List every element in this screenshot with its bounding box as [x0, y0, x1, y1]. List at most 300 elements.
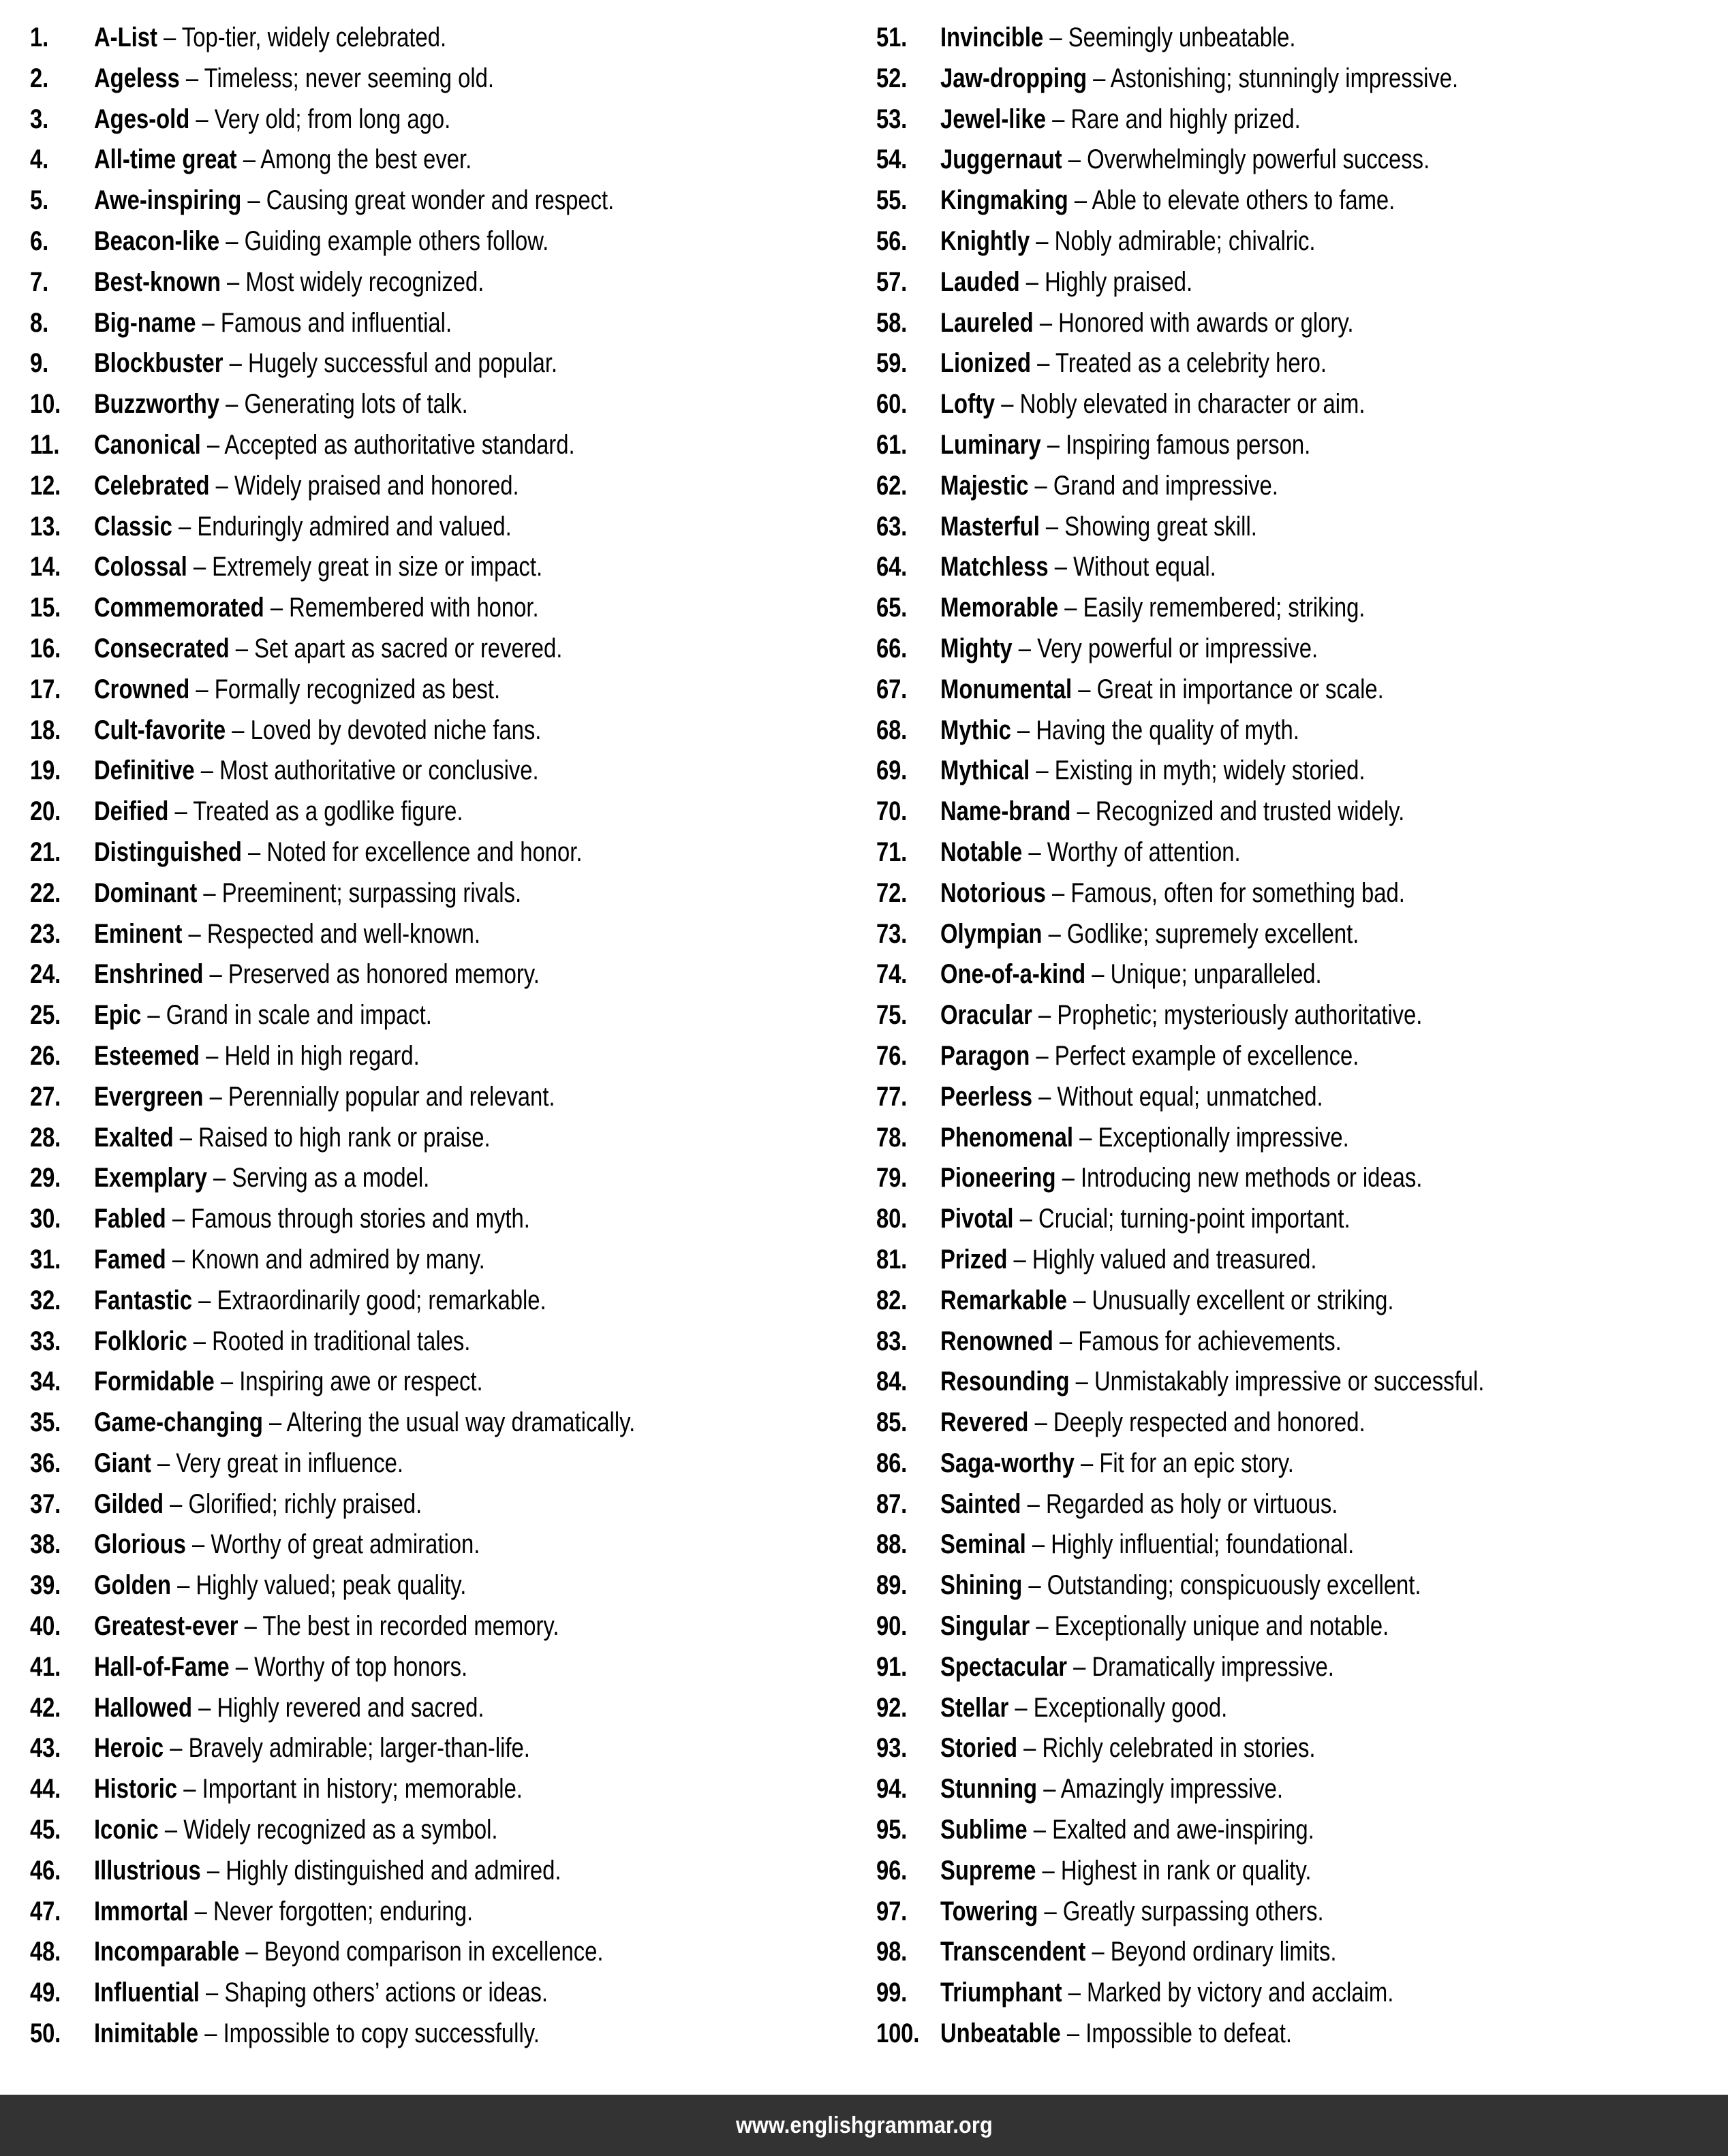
list-item-dash: –	[1008, 1692, 1034, 1723]
list-item-body	[940, 1525, 1354, 1565]
list-item-term: Resounding	[940, 1366, 1070, 1397]
list-item	[30, 425, 852, 466]
list-item-body	[940, 710, 1299, 751]
list-item	[30, 1036, 852, 1077]
list-column-right	[852, 18, 1728, 2055]
list-item	[876, 181, 1728, 221]
list-item	[876, 1851, 1728, 1892]
list-item-number: 76.	[876, 1040, 908, 1071]
list-item-definition: Astonishing; stunningly impressive.	[1110, 63, 1459, 93]
list-item-dash: –	[166, 1204, 191, 1234]
list-item-term: Saga-worthy	[940, 1448, 1075, 1478]
list-item	[30, 303, 852, 344]
list-item-dash: –	[206, 1163, 232, 1193]
list-item	[876, 1973, 1728, 2014]
list-item-term: Big-name	[94, 307, 196, 338]
list-item-dash: –	[189, 674, 215, 704]
list-item-dash: –	[1037, 1774, 1061, 1805]
list-item-definition: The best in recorded memory.	[262, 1611, 559, 1642]
list-item-dash: –	[1028, 470, 1053, 501]
list-item-number: 67.	[876, 674, 908, 704]
list-item	[876, 710, 1728, 751]
list-item-term: Commemorated	[94, 593, 264, 623]
list-item-body	[940, 303, 1353, 344]
list-item-term: Mythic	[940, 715, 1011, 745]
list-item-dash: –	[1085, 1937, 1111, 1967]
list-item-definition: Generating lots of talk.	[244, 389, 468, 420]
list-item-body	[94, 303, 452, 344]
list-item	[30, 1525, 852, 1565]
list-item-definition: Highly valued; peak quality.	[196, 1570, 467, 1601]
list-item-definition: Godlike; supremely excellent.	[1066, 918, 1359, 949]
list-item-number: 91.	[876, 1651, 908, 1682]
list-item-term: Illustrious	[94, 1855, 201, 1886]
list-item-definition: Noted for excellence and honor.	[266, 837, 583, 867]
list-item-definition: Highly influential; foundational.	[1051, 1529, 1355, 1560]
list-item-body	[940, 1810, 1314, 1851]
list-item-number: 46.	[30, 1855, 61, 1886]
list-item-dash: –	[203, 1081, 228, 1112]
list-item-definition: Raised to high rank or praise.	[198, 1122, 491, 1153]
list-item-body	[94, 1240, 485, 1281]
list-item-definition: Remembered with honor.	[289, 593, 539, 623]
list-item-term: Crowned	[94, 674, 190, 704]
list-item-definition: Very great in influence.	[176, 1448, 403, 1478]
list-item-term: Paragon	[940, 1040, 1030, 1071]
list-item-body	[940, 1158, 1422, 1199]
list-item-definition: Famous for achievements.	[1078, 1326, 1342, 1356]
list-item-number: 81.	[876, 1244, 908, 1275]
list-item-dash: –	[191, 1692, 217, 1723]
list-item-definition: Unusually excellent or striking.	[1092, 1285, 1394, 1315]
list-item-term: Classic	[94, 511, 172, 542]
list-item-number: 40.	[30, 1611, 61, 1642]
list-item-term: Inimitable	[94, 2018, 199, 2049]
list-item-body	[94, 343, 557, 384]
list-item-term: Jewel-like	[940, 104, 1046, 134]
list-item	[30, 1443, 852, 1484]
list-item-body	[94, 1892, 473, 1933]
list-item-definition: Never forgotten; enduring.	[213, 1896, 474, 1926]
list-item-body	[94, 18, 446, 59]
list-item	[876, 914, 1728, 955]
list-item-definition: Widely praised and honored.	[234, 470, 519, 501]
list-item-term: A-List	[94, 22, 157, 52]
list-item-body	[94, 1810, 497, 1851]
list-item-number: 33.	[30, 1326, 61, 1356]
list-item	[876, 99, 1728, 140]
list-item-dash: –	[1045, 877, 1071, 908]
list-item	[30, 1403, 852, 1443]
list-item-dash: –	[219, 225, 245, 256]
list-item-number: 34.	[30, 1366, 61, 1397]
list-item-term: Supreme	[940, 1855, 1036, 1886]
list-item-definition: Inspiring famous person.	[1066, 429, 1311, 460]
list-item	[30, 588, 852, 629]
list-item-number: 57.	[876, 266, 908, 297]
list-item-term: Peerless	[940, 1081, 1032, 1112]
list-item-number: 7.	[30, 266, 49, 297]
list-item-body	[94, 954, 540, 995]
list-item-body	[940, 18, 1295, 59]
list-item-number: 49.	[30, 1978, 61, 2008]
list-item-number: 64.	[876, 552, 908, 582]
list-item-definition: Highly praised.	[1045, 266, 1193, 297]
list-item	[30, 99, 852, 140]
list-item	[30, 954, 852, 995]
list-item	[876, 995, 1728, 1036]
list-item-body	[94, 914, 480, 955]
list-item-dash: –	[1032, 1081, 1058, 1112]
list-item-number: 71.	[876, 837, 908, 867]
list-item-body	[940, 1484, 1338, 1525]
list-item-term: Ageless	[94, 63, 180, 93]
list-item-dash: –	[200, 1855, 226, 1886]
list-item	[876, 1606, 1728, 1647]
list-item-dash: –	[1027, 1815, 1053, 1845]
list-item	[30, 670, 852, 710]
list-item-dash: –	[199, 1040, 225, 1071]
list-item-body	[94, 2014, 540, 2055]
list-item-number: 3.	[30, 104, 49, 134]
list-item-body	[940, 343, 1327, 384]
list-item-number: 12.	[30, 470, 61, 501]
list-item	[30, 832, 852, 873]
list-item-number: 97.	[876, 1896, 908, 1926]
list-item-number: 9.	[30, 348, 49, 379]
list-item	[30, 1322, 852, 1362]
list-item-dash: –	[166, 1244, 191, 1275]
list-item	[876, 547, 1728, 588]
list-item-number: 36.	[30, 1448, 61, 1478]
list-item-term: Kingmaking	[940, 185, 1068, 216]
list-item-definition: Famous and influential.	[220, 307, 452, 338]
list-item	[876, 629, 1728, 670]
list-item-dash: –	[170, 1570, 196, 1601]
list-item-number: 18.	[30, 715, 61, 745]
list-item-term: Storied	[940, 1733, 1017, 1764]
list-item	[876, 59, 1728, 99]
list-item-dash: –	[1013, 1204, 1039, 1234]
list-item-term: Knightly	[940, 225, 1030, 256]
list-item-term: Dominant	[94, 877, 198, 908]
list-item	[876, 1565, 1728, 1606]
list-item	[876, 262, 1728, 303]
list-item-number: 68.	[876, 715, 908, 745]
list-item-dash: –	[229, 633, 255, 663]
list-item-number: 92.	[876, 1692, 908, 1723]
list-item-body	[940, 873, 1405, 914]
list-item-dash: –	[173, 1122, 199, 1153]
list-item-body	[940, 1077, 1323, 1118]
list-item	[30, 1688, 852, 1729]
list-item-definition: Formally recognized as best.	[214, 674, 501, 704]
list-item-number: 47.	[30, 1896, 61, 1926]
list-item	[876, 140, 1728, 181]
list-item-body	[940, 792, 1404, 832]
list-item-dash: –	[1030, 1611, 1055, 1642]
list-item-body	[940, 1606, 1389, 1647]
list-item-definition: Exceptionally impressive.	[1098, 1122, 1349, 1153]
list-item-number: 17.	[30, 674, 61, 704]
list-item	[30, 2014, 852, 2055]
list-item-body	[94, 873, 521, 914]
list-item-dash: –	[1072, 674, 1097, 704]
list-item-term: Renowned	[940, 1326, 1053, 1356]
list-item	[30, 1606, 852, 1647]
list-item-definition: Highly valued and treasured.	[1032, 1244, 1317, 1275]
list-item	[30, 343, 852, 384]
list-item-term: Golden	[94, 1570, 171, 1601]
list-item-definition: Perfect example of excellence.	[1054, 1040, 1359, 1071]
list-item-dash: –	[1010, 715, 1036, 745]
list-item-body	[94, 792, 463, 832]
list-item-term: One-of-a-kind	[940, 959, 1086, 990]
list-item-dash: –	[220, 266, 246, 297]
list-item-definition: Fit for an epic story.	[1099, 1448, 1294, 1478]
list-item-number: 37.	[30, 1488, 61, 1519]
list-item-term: Canonical	[94, 429, 201, 460]
list-item-definition: Held in high regard.	[224, 1040, 420, 1071]
list-item-dash: –	[264, 593, 290, 623]
list-item-body	[94, 181, 614, 221]
list-item-definition: Worthy of attention.	[1047, 837, 1241, 867]
list-item	[30, 262, 852, 303]
list-item-term: Remarkable	[940, 1285, 1067, 1315]
list-item-dash: –	[1017, 1733, 1043, 1764]
list-item-body	[94, 1932, 603, 1973]
list-item	[30, 751, 852, 792]
list-item-dash: –	[1031, 348, 1055, 379]
list-item-number: 50.	[30, 2018, 61, 2049]
list-item-body	[94, 1484, 422, 1525]
list-item-dash: –	[226, 715, 251, 745]
list-item-dash: –	[1066, 1285, 1092, 1315]
list-item-definition: Most widely recognized.	[245, 266, 484, 297]
list-item	[30, 792, 852, 832]
list-item-body	[940, 507, 1257, 548]
list-item-number: 2.	[30, 63, 49, 93]
list-item-number: 30.	[30, 1204, 61, 1234]
list-item	[876, 2014, 1728, 2055]
list-item-term: Influential	[94, 1978, 200, 2008]
list-item	[30, 1362, 852, 1403]
list-item-definition: Nobly admirable; chivalric.	[1054, 225, 1316, 256]
list-item-definition: Very powerful or impressive.	[1037, 633, 1318, 663]
list-item-definition: Impossible to defeat.	[1085, 2018, 1292, 2049]
list-item-dash: –	[185, 1529, 211, 1560]
list-item-number: 60.	[876, 389, 908, 420]
list-item-term: Prized	[940, 1244, 1008, 1275]
list-item-definition: Prophetic; mysteriously authoritative.	[1057, 1000, 1423, 1031]
list-item-number: 84.	[876, 1366, 908, 1397]
list-item-number: 74.	[876, 959, 908, 990]
list-item-term: Notorious	[940, 877, 1046, 908]
list-item-body	[94, 1728, 530, 1769]
list-item-body	[94, 670, 500, 710]
list-item-number: 98.	[876, 1937, 908, 1967]
list-item-dash: –	[1030, 755, 1055, 786]
list-item	[876, 1158, 1728, 1199]
list-item-number: 22.	[30, 877, 61, 908]
list-item-body	[94, 59, 494, 99]
list-item-definition: Treated as a godlike figure.	[193, 796, 463, 827]
list-item-dash: –	[1043, 22, 1068, 52]
list-item-term: Exalted	[94, 1122, 174, 1153]
list-item-number: 72.	[876, 877, 908, 908]
list-item	[876, 343, 1728, 384]
list-item-body	[940, 59, 1458, 99]
list-item-number: 56.	[876, 225, 908, 256]
list-item-definition: Among the best ever.	[260, 144, 472, 175]
list-item-number: 15.	[30, 593, 61, 623]
list-item-body	[94, 995, 432, 1036]
list-item-dash: –	[182, 918, 207, 949]
list-item-dash: –	[1069, 1366, 1094, 1397]
list-item-term: Cult-favorite	[94, 715, 226, 745]
list-item-number: 16.	[30, 633, 61, 663]
list-item-number: 80.	[876, 1204, 908, 1234]
list-item-definition: Widely recognized as a symbol.	[183, 1815, 498, 1845]
list-item-dash: –	[187, 552, 213, 582]
list-item-definition: Highest in rank or quality.	[1060, 1855, 1312, 1886]
list-item	[876, 1443, 1728, 1484]
list-item-dash: –	[164, 1488, 189, 1519]
list-item-number: 62.	[876, 470, 908, 501]
list-item	[876, 1892, 1728, 1933]
list-item	[876, 1199, 1728, 1240]
list-item-body	[94, 1036, 420, 1077]
list-item-body	[94, 1769, 523, 1810]
list-item	[876, 1484, 1728, 1525]
list-item	[876, 466, 1728, 507]
list-item	[30, 1647, 852, 1688]
list-item-definition: Showing great skill.	[1064, 511, 1257, 542]
list-item-body	[940, 629, 1318, 670]
list-item	[30, 1892, 852, 1933]
list-item-dash: –	[191, 1285, 217, 1315]
list-item-number: 13.	[30, 511, 61, 542]
list-item-number: 42.	[30, 1692, 61, 1723]
list-item-number: 25.	[30, 1000, 61, 1031]
list-item-term: Luminary	[940, 429, 1041, 460]
list-item-number: 23.	[30, 918, 61, 949]
list-item	[876, 1688, 1728, 1729]
list-item	[876, 792, 1728, 832]
list-item-dash: –	[1039, 511, 1065, 542]
list-item-definition: Hugely successful and popular.	[248, 348, 558, 379]
list-item-dash: –	[1030, 225, 1055, 256]
list-item-number: 44.	[30, 1774, 61, 1805]
list-item-body	[940, 1322, 1342, 1362]
list-item-body	[940, 1932, 1337, 1973]
list-item-number: 65.	[876, 593, 908, 623]
list-item-dash: –	[151, 1448, 176, 1478]
list-item-body	[94, 425, 575, 466]
list-item	[30, 384, 852, 425]
list-item-body	[940, 140, 1430, 181]
list-item-body	[940, 1281, 1393, 1322]
list-item-term: Best-known	[94, 266, 221, 297]
list-item	[876, 1403, 1728, 1443]
list-item-number: 43.	[30, 1733, 61, 1764]
list-item-dash: –	[262, 1407, 287, 1438]
list-item-term: Revered	[940, 1407, 1029, 1438]
list-item-definition: Famous through stories and myth.	[191, 1204, 530, 1234]
list-item-definition: Highly revered and sacred.	[217, 1692, 484, 1723]
list-item-body	[940, 1728, 1316, 1769]
list-item-number: 77.	[876, 1081, 908, 1112]
list-item	[30, 1851, 852, 1892]
list-item-number: 38.	[30, 1529, 61, 1560]
list-item	[30, 1077, 852, 1118]
list-item-body	[94, 384, 468, 425]
list-item-number: 59.	[876, 348, 908, 379]
list-item-definition: Extremely great in size or impact.	[212, 552, 543, 582]
list-item	[876, 221, 1728, 262]
list-item-body	[940, 914, 1359, 955]
list-item-term: Pioneering	[940, 1163, 1056, 1193]
list-item-definition: Deeply respected and honored.	[1053, 1407, 1366, 1438]
list-item-term: Triumphant	[940, 1978, 1062, 2008]
list-item-definition: Greatly surpassing others.	[1062, 1896, 1324, 1926]
list-item-term: Notable	[940, 837, 1023, 867]
list-item-term: Enshrined	[94, 959, 204, 990]
list-item-number: 75.	[876, 1000, 908, 1031]
list-item	[30, 181, 852, 221]
list-item-number: 11.	[30, 429, 60, 460]
list-item-number: 8.	[30, 307, 49, 338]
list-item-definition: Respected and well-known.	[206, 918, 480, 949]
list-item-term: Transcendent	[940, 1937, 1086, 1967]
list-item-term: Shining	[940, 1570, 1023, 1601]
list-item	[876, 507, 1728, 548]
list-item-term: Game-changing	[94, 1407, 263, 1438]
list-item-number: 21.	[30, 837, 61, 867]
list-item-dash: –	[194, 755, 220, 786]
list-item-body	[940, 1443, 1294, 1484]
list-item-definition: Treated as a celebrity hero.	[1055, 348, 1327, 379]
list-item-dash: –	[1028, 1407, 1053, 1438]
list-item	[876, 1728, 1728, 1769]
list-item-term: Beacon-like	[94, 225, 220, 256]
list-item	[30, 1565, 852, 1606]
list-item-number: 85.	[876, 1407, 908, 1438]
list-item	[30, 873, 852, 914]
list-item-term: Definitive	[94, 755, 195, 786]
list-item	[876, 384, 1728, 425]
list-item-body	[94, 629, 562, 670]
list-item-number: 89.	[876, 1570, 908, 1601]
list-item-number: 6.	[30, 225, 49, 256]
list-item-number: 48.	[30, 1937, 61, 1967]
list-item-term: Giant	[94, 1448, 151, 1478]
list-item-definition: Easily remembered; striking.	[1083, 593, 1366, 623]
list-item-number: 58.	[876, 307, 908, 338]
list-item-number: 70.	[876, 796, 908, 827]
list-item-definition: Guiding example others follow.	[244, 225, 549, 256]
list-item-definition: Known and admired by many.	[191, 1244, 485, 1275]
list-item-definition: Having the quality of myth.	[1036, 715, 1299, 745]
list-item-number: 1.	[30, 22, 49, 52]
list-item-body	[94, 1565, 466, 1606]
list-item-body	[940, 262, 1192, 303]
list-item-definition: Exceptionally good.	[1033, 1692, 1228, 1723]
list-item-dash: –	[199, 1978, 225, 2008]
list-item-body	[940, 1892, 1324, 1933]
list-item-definition: Dramatically impressive.	[1092, 1651, 1334, 1682]
list-item-body	[94, 1443, 403, 1484]
